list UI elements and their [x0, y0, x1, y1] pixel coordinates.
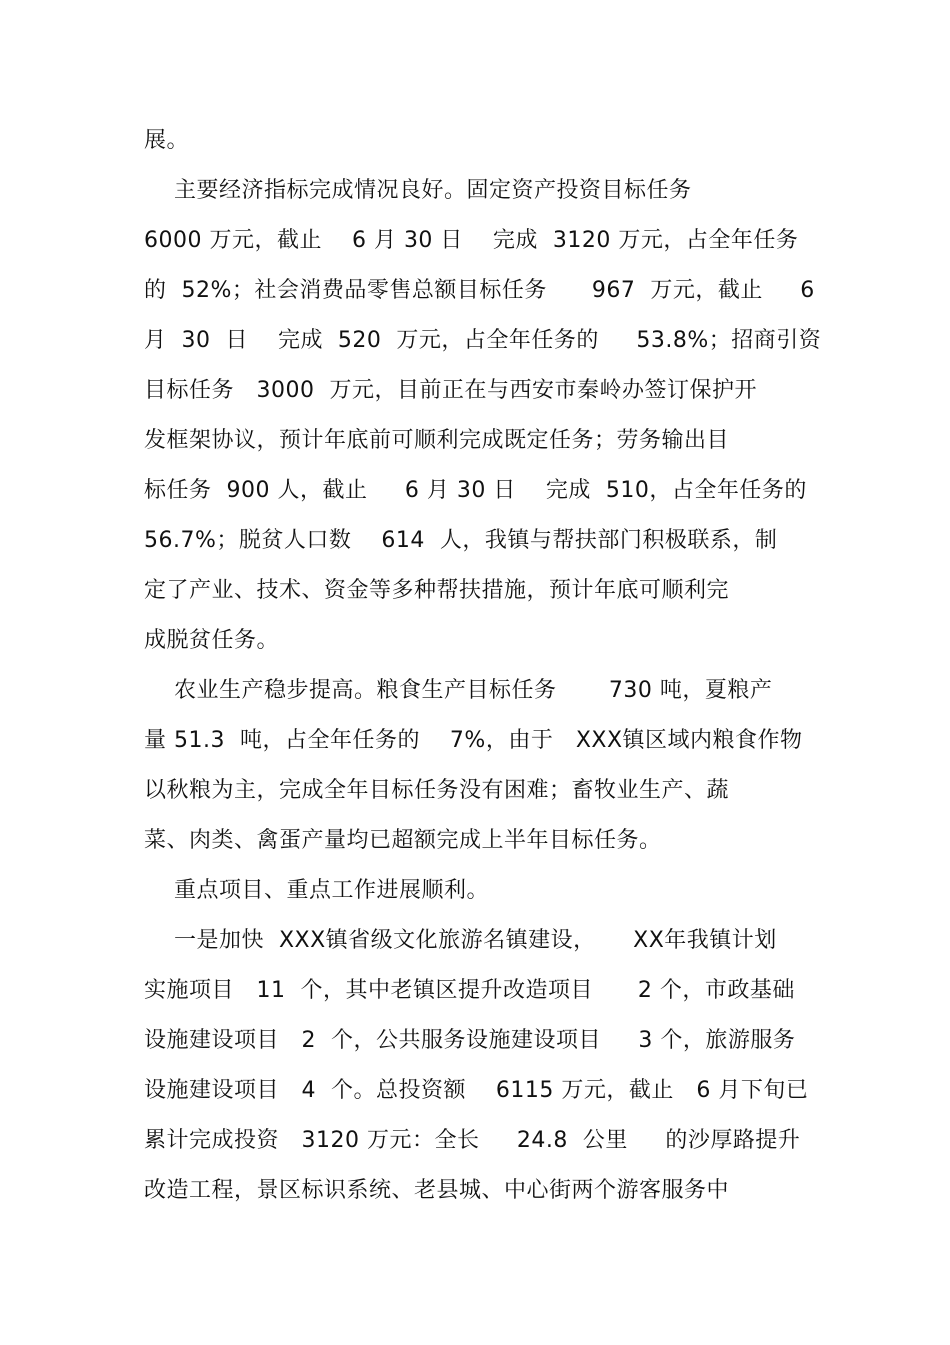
- text-line: 56.7%；脱贫人口数 614 人，我镇与帮扶部门积极联系，制: [144, 528, 778, 553]
- text-line: 菜、肉类、禽蛋产量均已超额完成上半年目标任务。: [144, 828, 662, 853]
- text-line: 累计完成投资 3120 万元：全长 24.8 公里 的沙厚路提升: [144, 1128, 801, 1153]
- text-line: 设施建设项目 2 个，公共服务设施建设项目 3 个，旅游服务: [144, 1028, 796, 1053]
- text-line: 展。: [144, 128, 190, 153]
- text-line: 以秋粮为主，完成全年目标任务没有困难；畜牧业生产、蔬: [144, 778, 730, 803]
- text-line: 月 30 日 完成 520 万元，占全年任务的 53.8%；招商引资: [144, 328, 822, 353]
- text-line: 标任务 900 人，截止 6 月 30 日 完成 510，占全年任务的: [144, 478, 807, 503]
- text-line: 重点项目、重点工作进展顺利。: [144, 878, 489, 903]
- text-line: 6000 万元，截止 6 月 30 日 完成 3120 万元，占全年任务: [144, 228, 799, 253]
- text-line: 设施建设项目 4 个。总投资额 6115 万元，截止 6 月下旬已: [144, 1078, 809, 1103]
- text-line: 一是加快 XXX镇省级文化旅游名镇建设， XX年我镇计划: [144, 928, 777, 953]
- text-line: 的 52%；社会消费品零售总额目标任务 967 万元，截止 6: [144, 278, 815, 303]
- text-line: 量 51.3 吨，占全年任务的 7%，由于 XXX镇区域内粮食作物: [144, 728, 803, 753]
- text-line: 主要经济指标完成情况良好。固定资产投资目标任务: [144, 178, 692, 203]
- text-line: 目标任务 3000 万元，目前正在与西安市秦岭办签订保护开: [144, 378, 757, 403]
- text-line: 定了产业、技术、资金等多种帮扶措施，预计年底可顺利完: [144, 578, 730, 603]
- text-line: 实施项目 11 个，其中老镇区提升改造项目 2 个，市政基础: [144, 978, 795, 1003]
- text-line: 农业生产稳步提高。粮食生产目标任务 730 吨，夏粮产: [144, 678, 773, 703]
- text-line: 成脱贫任务。: [144, 628, 280, 653]
- text-line: 发框架协议，预计年底前可顺利完成既定任务；劳务输出目: [144, 428, 730, 453]
- text-line: 改造工程，景区标识系统、老县城、中心街两个游客服务中: [144, 1178, 730, 1203]
